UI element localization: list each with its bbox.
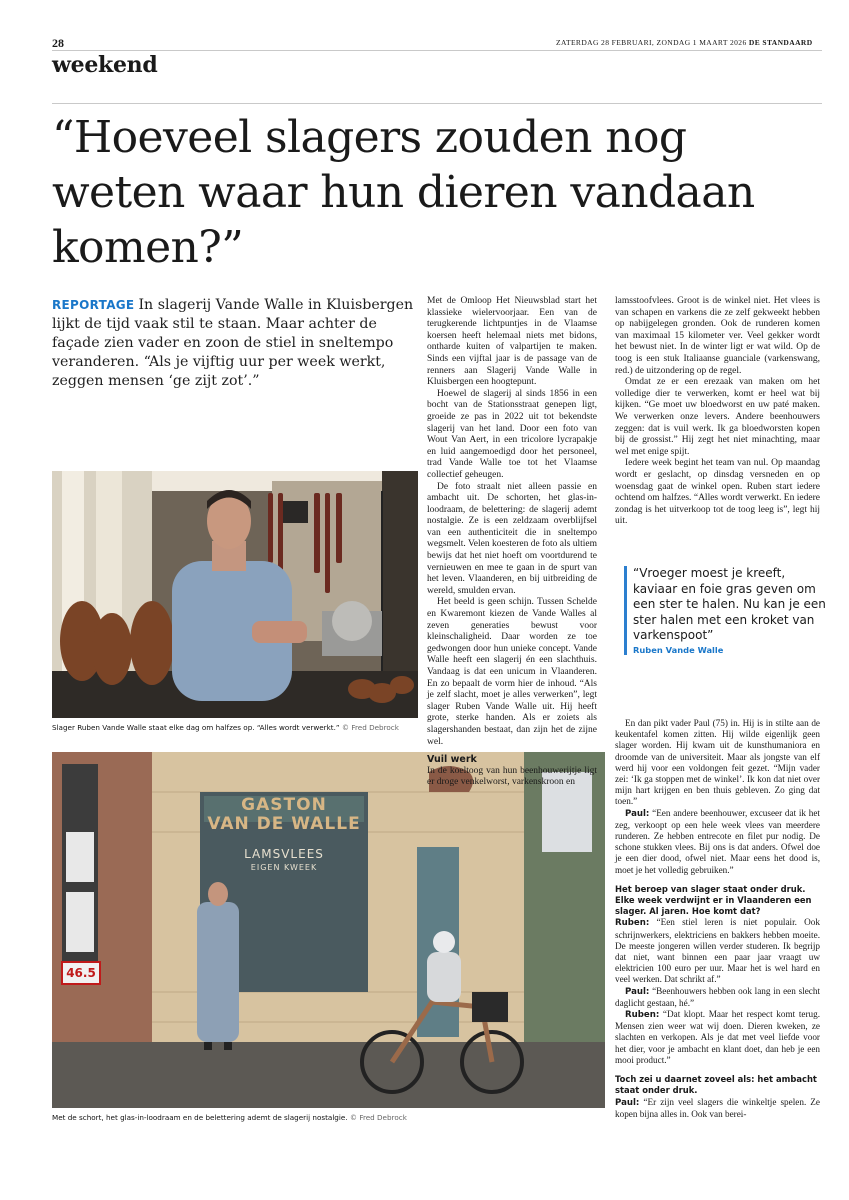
photo1-credit: © Fred Debrock	[341, 723, 399, 732]
photo2-caption	[52, 1113, 407, 1123]
col1-paragraph: De foto straalt niet alleen passie en ambacht uit. De schorten, het glas-in-loodraam, de belettering: de slagerij ademt nostalgie. Ze is een zeldzaam overblijfsel van een authenticiteit die in sneltempo wegsmelt. Velen koesteren de foto als ultiem bewijs dat het niet hoeft om voortdurend te vernieuwen en mee te gaan in de spurt van het leven. Vlaanderen, en bij uitbreiding de wereld, smulden ervan.	[427, 481, 597, 596]
col2-paragraph: Iedere week begint het team van nul. Op maandag wordt er geslacht, op dinsdag versneden en op woensdag gaat de winkel open. Ruben start iedere ochtend om halfzes. “Alles wordt verwerkt. En iedere zondag is het uitverkoop tot de toog leeg is”, legt hij uit.	[615, 458, 820, 527]
interview-question: Het beroep van slager staat onder druk. Elke week verdwijnt er in Vlaanderen een slager. Al jaren. Hoe komt dat?	[615, 883, 812, 917]
speaker-label: Paul:	[625, 808, 650, 819]
speaker-label: Ruben:	[615, 918, 650, 929]
photo2-caption-text: Met de schort, het glas-in-loodraam en de belettering ademt de slagerij nostalgie.	[52, 1113, 348, 1122]
article-column-2-top	[615, 296, 820, 528]
pull-quote	[624, 566, 829, 655]
photo2-credit: © Fred Debrock	[349, 1113, 407, 1122]
speaker-text: “Er zijn veel slagers die winkeltje spelen. Ze kopen bijna alles in. Ook van berei-	[615, 1096, 820, 1119]
photo1-caption-text: Slager Ruben Vande Walle staat elke dag om halfzes op. “Alles wordt verwerkt.”	[52, 723, 340, 732]
dateline	[556, 38, 813, 47]
window-text-line1: LAMSVLEES	[244, 847, 324, 861]
col2-paragraph: Omdat ze er een erezaak van maken om het volledige dier te verwerken, komt er heel wat bij kijken. “Ge moet uw bloedworst en uw paté maken. We verwerken onze levers. Andere beenhouwers zeggen: dat is vuil werk. Ik ga bloedworsten kopen bij de grossist.” Hij zegt het niet minachting, maar wel met enige spijt.	[615, 377, 820, 457]
col2-paragraph: En dan pikt vader Paul (75) in. Hij is in stilte aan de keukentafel komen zitten. Hij wilde eigenlijk geen slager worden. Hij kwam uit de kunsthumaniora en droomde van de universiteit. Maar als jongste van elf werd hij voor een voldongen feit gezet. “Mijn vader zei: ‘Ik ga stoppen met de winkel’. Ik kon dat niet over mijn hart krijgen en ben thuis gebleven. Zo ging dat toen.”	[615, 718, 820, 807]
window-lettering	[200, 848, 368, 874]
shop-sign-line1: GASTON	[241, 795, 327, 815]
col1-paragraph: In de koeltoog van hun beenhouwerijtje ligt er droge venkelworst, varkenskroon en	[427, 765, 597, 788]
butcher-portrait-image	[52, 471, 418, 718]
newspaper-brand: DE STANDAARD	[748, 38, 813, 47]
house-number-plate: 46.5	[66, 966, 96, 980]
col1-paragraph: Hoewel de slagerij al sinds 1856 in een bocht van de Stationsstraat genepen ligt, groeide ze pas in 2022 uit tot bekendste slagerij van het land. Door een foto van Wout Van Aert, in een tricolore lycrapakje en luid aangemoedigd door het personeel, trad Vande Walle toe tot het Vlaamse collectief geheugen.	[427, 388, 597, 480]
speaker-label: Paul:	[615, 1097, 640, 1108]
col1-paragraph: Het beeld is geen schijn. Tussen Schelde en Kwaremont kiezen de Vande Walles al zeven generaties bewust voor kleinschaligheid. Daar worden ze toe gedwongen door hun unieke concept. Vande Walle heeft een slagerij én een slachthuis. Vandaag is dat een unicum in Vlaanderen. En zo bepaalt de vorm hier de inhoud. “Als je zelf slacht, moet je alles verwerken”, legt slager Ruben Vande Walle uit. Hij heeft grote, sterke handen. Als er zoiets als slagershanden bestaat, dan zijn het de zijne wel.	[427, 597, 597, 747]
photo-butcher-portrait	[52, 471, 418, 718]
speaker-text: “Een andere beenhouwer, excuseer dat ik het zeg, verkoopt op een hele week vlees van meerdere runderen. Ze hebben entrecote en filet pur nodig. De schone stukken vlees. Bij ons is dat anders. Ofwel doe je een dier dood, ofwel niet. Maar eens het dood is, moet je het volledig gebruiken.”	[615, 807, 820, 875]
shop-sign	[200, 796, 368, 834]
section-rule	[52, 103, 822, 104]
section-label: weekend	[52, 52, 158, 78]
page-number: 28	[52, 36, 64, 50]
speaker-text: “Dat klopt. Maar het respect komt terug. Mensen zien weer wat wij doen. Dieren kweken, ze slachten en verkopen. Als je dat met veel liefde voor het dier, voor je ambacht en klant doet, dan heb je een mooi product.”	[615, 1009, 820, 1065]
kicker-label: REPORTAGE	[52, 298, 135, 312]
speaker-label: Ruben:	[625, 1010, 660, 1021]
speaker-text: “Beenhouwers hebben ook lang in een slecht daglicht gestaan, hé.”	[615, 985, 820, 1008]
intro-text: In slagerij Vande Walle in Kluisbergen lijkt de tijd vaak stil te staan. Maar achter de façade zien vader en zoon de stiel in sneltempo veranderen. “Als je vijftig uur per week werkt, zeggen mensen ‘ge zijt zot’.”	[52, 297, 414, 389]
pull-quote-attribution: Ruben Vande Walle	[633, 644, 724, 655]
article-column-1	[427, 296, 597, 789]
headline: “Hoeveel slagers zouden nog weten waar hun dieren vandaan komen?”	[52, 112, 755, 273]
photo-shop-facade	[52, 752, 605, 1108]
article-column-2-bottom	[615, 718, 820, 1120]
speaker-label: Paul:	[625, 986, 650, 997]
header-rule	[52, 50, 822, 51]
interview-question: Toch zei u daarnet zoveel als: het ambacht staat onder druk.	[615, 1074, 817, 1096]
col2-paragraph: lamsstoofvlees. Groot is de winkel niet. Het vlees is van schapen en varkens die ze zelf gekweekt hebben op nabijgelegen gronden. Ook de runderen komen van maximaal 15 kilometer ver. Veel gekker wordt het bewust niet. In de winter ligt er wat wild. Op de toog is een stuk Italiaanse guanciale (varkenswang, red.) de uitzondering op de regel.	[615, 296, 820, 376]
date-text: ZATERDAG 28 FEBRUARI, ZONDAG 1 MAART 2026	[556, 38, 747, 47]
photo1-caption	[52, 723, 399, 733]
subheading-vuil-werk: Vuil werk	[427, 754, 477, 766]
pull-quote-text: “Vroeger moest je kreeft, kaviaar en foie gras geven om een ster te halen. Nu kan je een ster halen met een kroket van varkenspoot”	[633, 566, 826, 642]
speaker-text: “Een stiel leren is niet populair. Ook schrijnwerkers, elektriciens en bakkers hebben moeite. De meeste jongeren willen verder studeren. Ik begrijp dat niet, want binnen een paar jaar vraagt uw elektricien 100 euro per uur. Maar het is wel hard en veel werken. Dat schrikt af.”	[615, 917, 820, 985]
col1-paragraph: Met de Omloop Het Nieuwsblad start het klassieke wielervoorjaar. Een van de terugkerende lichtpuntjes in de Vlaamse koersen heeft helemaal niets met bidons, ontharde kuiten of valpartijen te maken. Sinds een vijftal jaar is de passage van de renners aan Slagerij Vande Walle in Kluisbergen een hoogtepunt.	[427, 296, 597, 388]
window-text-line2: EIGEN KWEEK	[250, 863, 318, 872]
shop-sign-line2: VAN DE WALLE	[207, 814, 361, 834]
intro-paragraph	[52, 296, 418, 391]
